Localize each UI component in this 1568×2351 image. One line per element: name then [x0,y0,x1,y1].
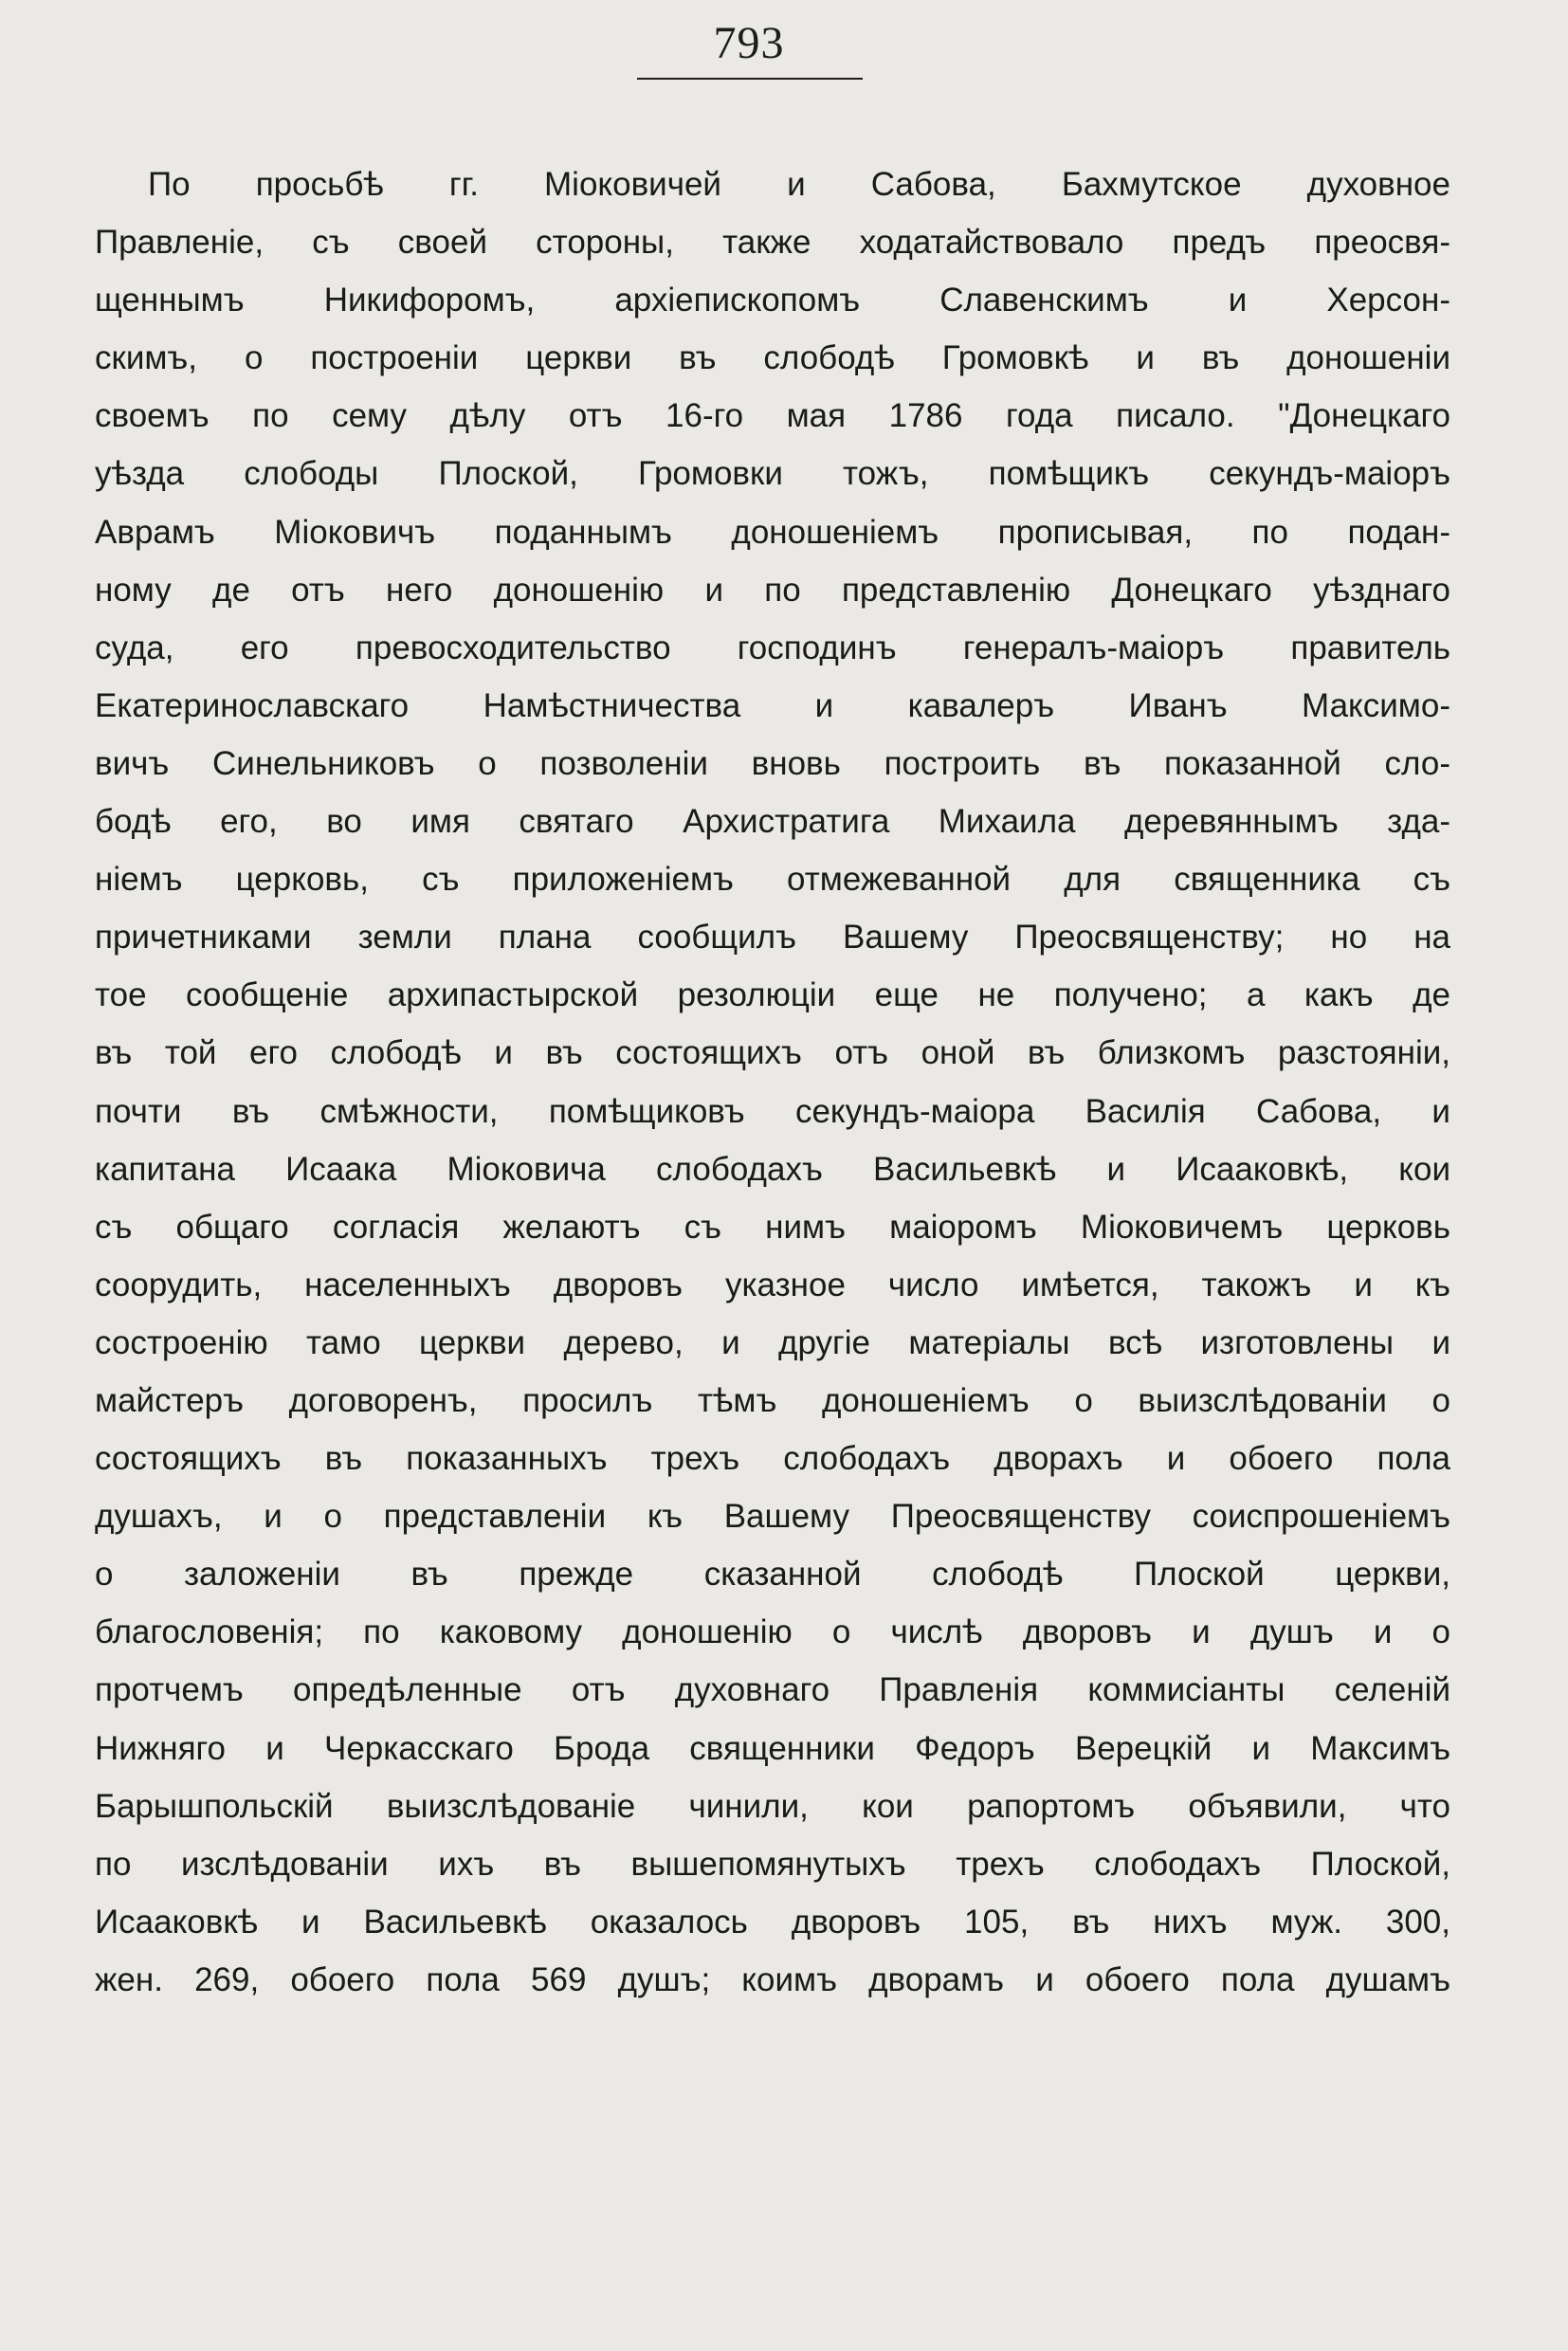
text-line: вичъ Синельниковъ о позволеніи вновь построить въ показанной сло- [95,744,1450,782]
body-text [95,155,1450,2009]
text-line: Нижняго и Черкасскаго Брода священники Федоръ Верецкій и Максимъ [95,1729,1450,1767]
text-line: суда, его превосходительство господинъ генералъ-маіоръ правитель [95,629,1450,666]
text-line: протчемъ опредѣленные отъ духовнаго Правленія коммисіанты селеній [95,1671,1450,1709]
text-line: Исааковкѣ и Васильевкѣ оказалось дворовъ 105, въ нихъ муж. 300, [95,1903,1450,1941]
text-line: щеннымъ Никифоромъ, архіепископомъ Славенскимъ и Херсон- [95,282,1450,319]
text-line: причетниками земли плана сообщилъ Вашему Преосвященству; но на [95,919,1450,957]
text-line: капитана Исаака Міоковича слободахъ Васильевкѣ и Исааковкѣ, кои [95,1150,1450,1188]
text-line: о заложеніи въ прежде сказанной слободѣ Плоской церкви, [95,1556,1450,1594]
text-line: Аврамъ Міоковичъ поданнымъ доношеніемъ прописывая, по подан- [95,513,1450,551]
text-line: По просьбѣ гг. Міоковичей и Сабова, Бахмутское духовное [148,166,1450,203]
text-line: по изслѣдованіи ихъ въ вышепомянутыхъ трехъ слободахъ Плоской, [95,1845,1450,1883]
text-line: состоящихъ въ показанныхъ трехъ слободахъ дворахъ и обоего пола [95,1440,1450,1478]
text-line: ному де отъ него доношенію и по представленію Донецкаго уѣзднаго [95,571,1450,609]
text-line: майстеръ договоренъ, просилъ тѣмъ доношеніемъ о выизслѣдованіи о [95,1381,1450,1419]
text-line: Екатеринославскаго Намѣстничества и кавалеръ Иванъ Максимо- [95,686,1450,724]
text-line: сострoенію тамо церкви дерево, и другіе матеріалы всѣ изготовлены и [95,1323,1450,1361]
text-line: душахъ, и о представленіи къ Вашему Преосвященству соиспрошеніемъ [95,1498,1450,1536]
text-line: скимъ, о построеніи церкви въ слободѣ Громовкѣ и въ доношеніи [95,339,1450,377]
text-line: благословенія; по каковому доношенію о числѣ дворовъ и душъ и о [95,1613,1450,1651]
text-line: уѣзда слободы Плоской, Громовки тожъ, помѣщикъ секундъ-маіоръ [95,455,1450,493]
text-line: Правленіе, съ своей стороны, также ходатайствовало предъ преосвя- [95,224,1450,262]
text-line: тое сообщеніе архипастырской резолюціи еще не получено; а какъ де [95,976,1450,1014]
text-line: соорудить, населенныхъ дворовъ указное число имѣется, такожъ и къ [95,1266,1450,1303]
text-line: въ той его слободѣ и въ состоящихъ отъ оной въ близкомъ разстояніи, [95,1034,1450,1072]
text-line: своемъ по сему дѣлу отъ 16-го мая 1786 года писало. "Донецкаго [95,397,1450,435]
text-line: Барышпольскій выизслѣдованіе чинили, кои рапортомъ объявили, что [95,1787,1450,1825]
page-number-underline [637,78,863,80]
page-number: 793 [713,18,785,68]
text-line: ніемъ церковь, съ приложеніемъ отмежеванной для священника съ [95,861,1450,899]
text-line: съ общаго согласія желаютъ съ нимъ маіоромъ Міоковичемъ церковь [95,1208,1450,1246]
text-line: почти въ смѣжности, помѣщиковъ секундъ-маіора Василія Сабова, и [95,1092,1450,1130]
text-line: жен. 269, обоего пола 569 душъ; коимъ дворамъ и обоего пола душамъ [95,1960,1450,1998]
text-line: бодѣ его, во имя святаго Архистратига Михаила деревяннымъ зда- [95,803,1450,841]
